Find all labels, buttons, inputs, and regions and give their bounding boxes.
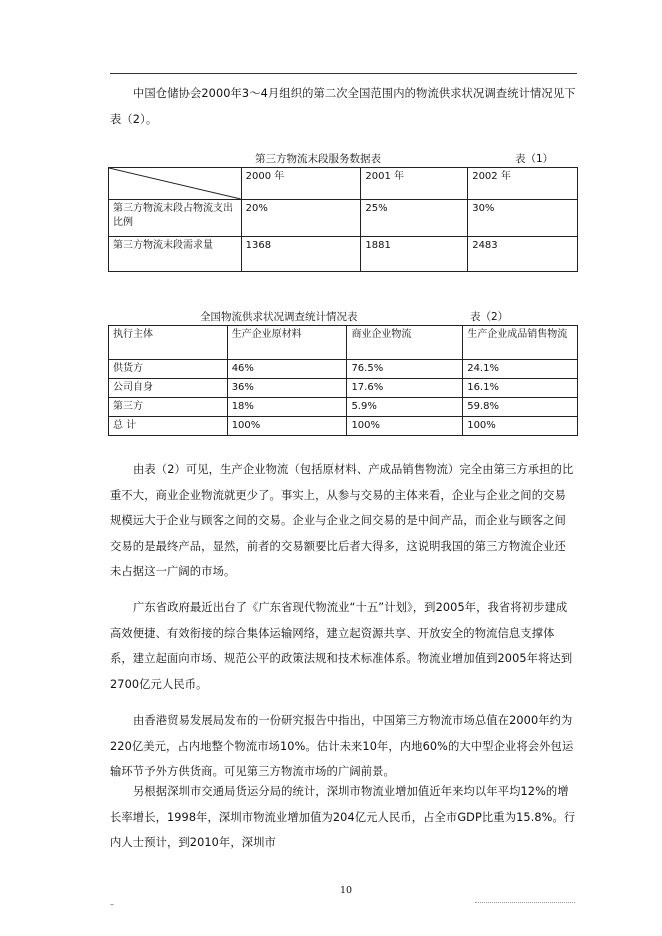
table2-header-cell: 商业企业物流 [347, 326, 463, 360]
table2-header-cell: 生产企业成品销售物流 [463, 326, 578, 360]
table2-cell: 24.1% [463, 360, 578, 379]
table2-row [109, 417, 578, 436]
table1-row [109, 200, 578, 237]
table1-header-cell: 2002 年 [468, 168, 578, 200]
table2-cell: 36% [227, 379, 347, 398]
table2-title: 全国物流供求状况调查统计情况表 [200, 311, 358, 323]
table2-header-row [109, 326, 578, 360]
table2-header-cell: 执行主体 [109, 326, 228, 360]
table1-cell: 25% [361, 200, 468, 237]
table2-cell: 第三方 [109, 398, 228, 417]
table2-cell: 76.5% [347, 360, 463, 379]
table1-cell: 1881 [361, 237, 468, 272]
table2-cell: 总 计 [109, 417, 228, 436]
intro-paragraph: 中国仓储协会2000年3～4月组织的第二次全国范围内的物流供求状况调查统计情况见下表（2）。 [110, 87, 576, 126]
footer-dotted-line [475, 902, 575, 905]
table2-cell: 17.6% [347, 379, 463, 398]
table2-cell: 16.1% [463, 379, 578, 398]
table1-cell: 20% [241, 200, 361, 237]
table2-cell: 46% [227, 360, 347, 379]
table2-cell: 100% [347, 417, 463, 436]
table2-cell: 100% [227, 417, 347, 436]
body-paragraph: 由表（2）可见，生产企业物流（包括原材料、产成品销售物流）完全由第三方承担的比重不大，商业企业物流就更少了。事实上，从参与交易的主体来看，企业与企业之间的交易规模远大于企业与顾客之间的交易。企业与企业之间交易的是中间产品，而企业与顾客之间交易的是最终产品，显然，前者的交易额要比后者大得多，这说明我国的第三方物流企业还未占据这一广阔的市场。 [110, 463, 574, 578]
table2-row [109, 379, 578, 398]
table1-header-cell: 2000 年 [241, 168, 361, 200]
diagonal-line-icon [109, 168, 241, 199]
table2 [108, 325, 578, 436]
body-paragraph: 由香港贸易发展局发布的一份研究报告中指出，中国第三方物流市场总值在2000年约为220亿美元，占内地整个物流市场10%。估计未来10年，内地60%的大中型企业将会外包运输环节予外方供货商。可见第三方物流市场的广阔前景。 [110, 714, 574, 778]
table1-cell: 2483 [468, 237, 578, 272]
body-paragraph: 另根据深圳市交通局货运分局的统计，深圳市物流业增加值近年来均以年平均12%的增长率增长，1998年，深圳市物流业增加值为204亿元人民币，占全市GDP比重为15.8%。行内人士预计，到2010年，深圳市 [110, 785, 576, 849]
table1-title: 第三方物流末段服务数据表 [255, 153, 381, 165]
table1-cell: 第三方物流末段需求量 [109, 237, 242, 272]
table1 [108, 167, 578, 272]
table1-cell: 第三方物流末段占物流支出比例 [109, 200, 242, 237]
table2-row [109, 360, 578, 379]
header-rule [110, 73, 577, 74]
table2-cell: 5.9% [347, 398, 463, 417]
page-number: 10 [340, 885, 353, 896]
table2-cell: 59.8% [463, 398, 578, 417]
table2-cell: 公司自身 [109, 379, 228, 398]
table2-cell: 18% [227, 398, 347, 417]
table1-cell: 30% [468, 200, 578, 237]
table1-label: 表（1） [515, 153, 554, 165]
table2-header-cell: 生产企业原材料 [227, 326, 347, 360]
table1-header-cell: 2001 年 [361, 168, 468, 200]
table2-label: 表（2） [470, 311, 509, 323]
table1-corner-cell [109, 168, 242, 200]
table1-cell: 1368 [241, 237, 361, 272]
table1-header-row [109, 168, 578, 200]
body-paragraph: 广东省政府最近出台了《广东省现代物流业“十五”计划》，到2005年，我省将初步建成高效便捷、有效衔接的综合集体运输网络，建立起资源共享、开放安全的物流信息支撑体系，建立起面向市场、规范公平的政策法规和技术标准体系。物流业增加值到2005年将达到2700亿元人民币。 [110, 601, 573, 691]
table2-cell: 100% [463, 417, 578, 436]
table2-cell: 供货方 [109, 360, 228, 379]
footer-mark: – [110, 900, 114, 909]
table1-row [109, 237, 578, 272]
table2-row [109, 398, 578, 417]
